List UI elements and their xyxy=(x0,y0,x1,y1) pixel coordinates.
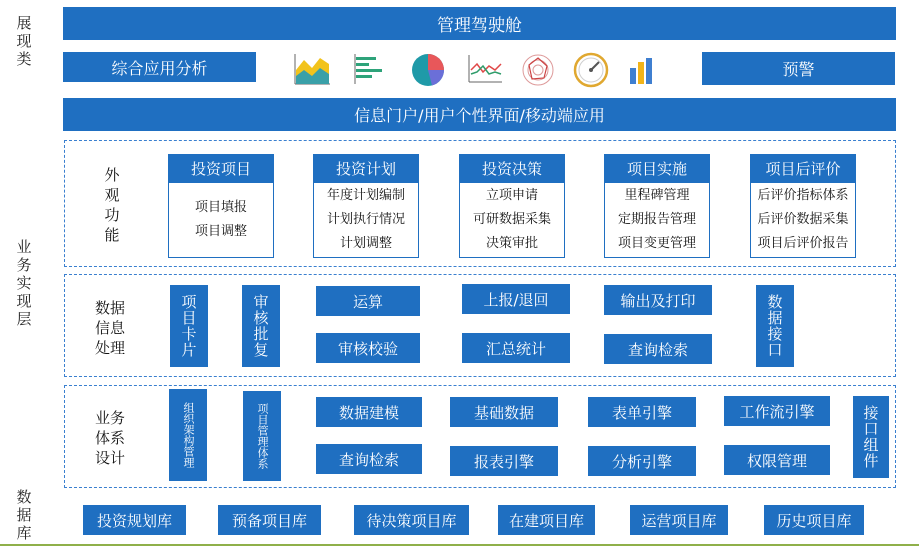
database-5[interactable]: 历史项目库 xyxy=(764,505,864,535)
area-chart-icon xyxy=(292,50,332,88)
button-base-data[interactable]: 基础数据 xyxy=(450,397,558,427)
button-review-check[interactable]: 审核校验 xyxy=(316,333,420,363)
card-body-2 xyxy=(459,182,565,258)
pie-chart-icon xyxy=(410,52,446,88)
database-4[interactable]: 运营项目库 xyxy=(630,505,728,535)
bottom-divider xyxy=(0,544,919,546)
side-label-database: 数据库 xyxy=(16,488,32,542)
card-body-1 xyxy=(313,182,419,258)
card-title-3[interactable]: 项目实施 xyxy=(604,154,710,182)
section-business-design-label: 业务体系设计 xyxy=(94,409,125,467)
button-data-modeling[interactable]: 数据建模 xyxy=(316,397,422,427)
vertical-review-approve[interactable]: 审核批复 xyxy=(242,285,280,367)
card-item[interactable]: 后评价指标体系 xyxy=(757,188,849,203)
portal-banner[interactable]: 信息门户/用户个性界面/移动端应用 xyxy=(63,98,896,131)
card-body-3 xyxy=(604,182,710,258)
radar-chart-icon xyxy=(520,52,556,88)
card-item[interactable]: 年度计划编制 xyxy=(326,188,405,203)
database-0[interactable]: 投资规划库 xyxy=(83,505,186,535)
bar-chart-icon xyxy=(352,52,388,86)
vertical-data-interface[interactable]: 数据接口 xyxy=(756,285,794,367)
button-query-search-2[interactable]: 查询检索 xyxy=(316,444,422,474)
card-body-4 xyxy=(750,182,856,258)
line-chart-icon xyxy=(466,52,504,86)
card-item[interactable]: 里程碑管理 xyxy=(624,188,690,203)
card-item[interactable]: 可研数据采集 xyxy=(472,212,551,227)
section-data-processing-label: 数据信息处理 xyxy=(94,299,125,357)
button-workflow-engine[interactable]: 工作流引擎 xyxy=(724,396,830,426)
gauge-icon xyxy=(573,52,609,88)
vertical-project-mgmt-system[interactable]: 项目管理体系 xyxy=(243,391,281,481)
card-body-0 xyxy=(168,182,274,258)
card-item[interactable]: 计划执行情况 xyxy=(326,212,405,227)
side-label-business: 业务实现层 xyxy=(16,238,32,328)
button-summary-stats[interactable]: 汇总统计 xyxy=(462,333,570,363)
vertical-project-card[interactable]: 项目卡片 xyxy=(170,285,208,367)
card-item[interactable]: 立项申请 xyxy=(485,188,538,203)
card-item[interactable]: 定期报告管理 xyxy=(617,212,696,227)
side-label-display: 展现类 xyxy=(16,14,32,68)
analysis-button[interactable]: 综合应用分析 xyxy=(63,52,256,82)
button-report-engine[interactable]: 报表引擎 xyxy=(450,446,558,476)
button-query-search-1[interactable]: 查询检索 xyxy=(604,334,712,364)
cockpit-banner[interactable]: 管理驾驶舱 xyxy=(63,7,896,40)
card-item[interactable]: 项目变更管理 xyxy=(617,236,696,251)
warning-button[interactable]: 预警 xyxy=(702,52,895,85)
card-title-4[interactable]: 项目后评价 xyxy=(750,154,856,182)
card-item[interactable]: 项目后评价报告 xyxy=(757,236,849,251)
card-item[interactable]: 计划调整 xyxy=(339,236,392,251)
database-1[interactable]: 预备项目库 xyxy=(218,505,321,535)
card-item[interactable]: 决策审批 xyxy=(485,236,538,251)
card-title-0[interactable]: 投资项目 xyxy=(168,154,274,182)
button-output-print[interactable]: 输出及打印 xyxy=(604,285,712,315)
column-chart-icon xyxy=(627,54,657,86)
database-3[interactable]: 在建项目库 xyxy=(498,505,595,535)
vertical-interface-component[interactable]: 接口组件 xyxy=(853,396,889,478)
button-submit-return[interactable]: 上报/退回 xyxy=(462,284,570,314)
card-item[interactable]: 项目填报 xyxy=(194,200,247,215)
database-2[interactable]: 待决策项目库 xyxy=(354,505,469,535)
button-permission-management[interactable]: 权限管理 xyxy=(724,445,830,475)
button-form-engine[interactable]: 表单引擎 xyxy=(588,397,696,427)
vertical-org-management[interactable]: 组织架构管理 xyxy=(169,389,207,481)
section-appearance-label: 外观功能 xyxy=(104,166,120,244)
card-item[interactable]: 后评价数据采集 xyxy=(757,212,849,227)
card-item[interactable]: 项目调整 xyxy=(194,224,247,239)
button-compute[interactable]: 运算 xyxy=(316,286,420,316)
card-title-1[interactable]: 投资计划 xyxy=(313,154,419,182)
card-title-2[interactable]: 投资决策 xyxy=(459,154,565,182)
button-analysis-engine[interactable]: 分析引擎 xyxy=(588,446,696,476)
